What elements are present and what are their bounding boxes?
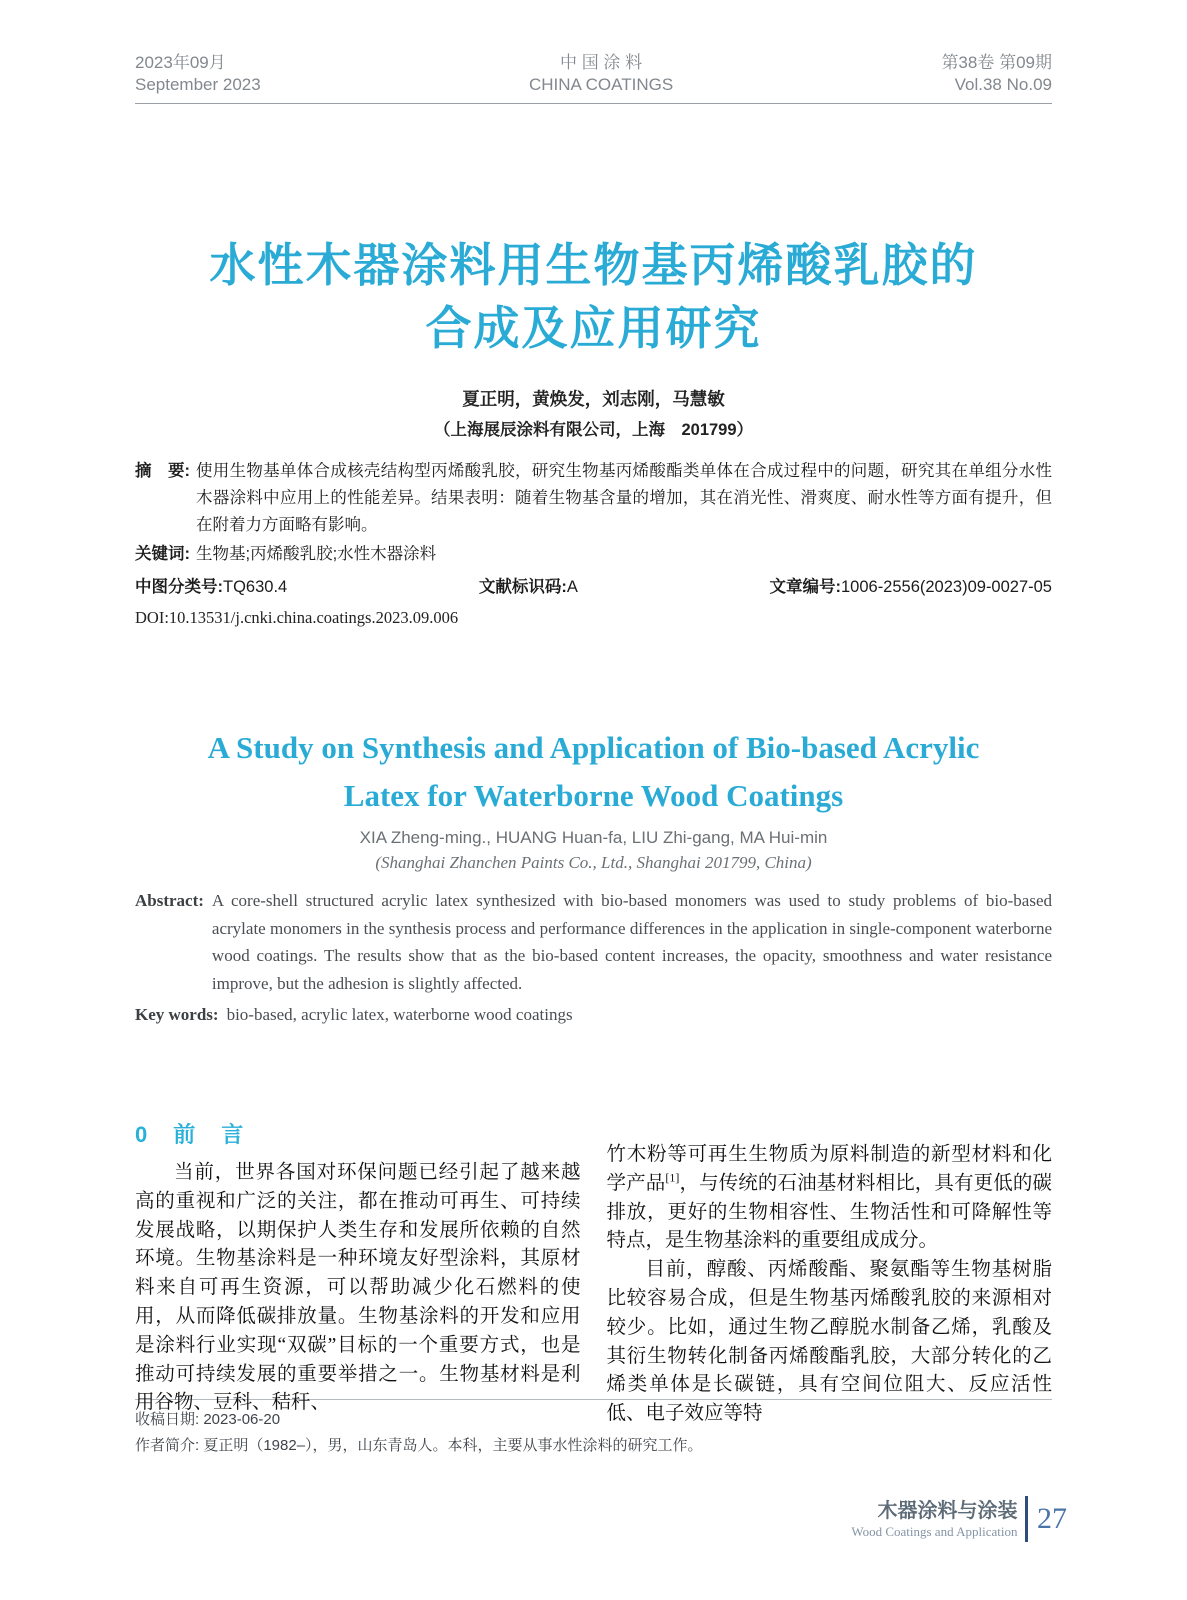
affiliation-zh: （上海展辰涂料有限公司，上海 201799） [433,421,754,439]
intro-paragraph-right-continuation [607,1141,1053,1256]
article-title-en-line2: Latex for Waterborne Wood Coatings [343,778,844,813]
section-0-title: 前言 [173,1122,270,1147]
intro-paragraph-right-2: 目前，醇酸、丙烯酸酯、聚氨酯等生物基树脂比较容易合成，但是生物基丙烯酸乳胶的来源相对较少。比如，通过生物乙醇脱水制备乙烯，乳酸及其衍生物转化制备丙烯酸酯乳胶，大部分转化的乙烯类单体是长碳链，具有空间位阻大、反应活性低、电子效应等特 [606,1259,1052,1425]
classification-row [135,574,1052,601]
author-bio-line [135,1433,1052,1459]
author-bio-value: 夏正明（1982–），男，山东青岛人。本科，主要从事水性涂料的研究工作。 [203,1437,703,1454]
article-number-value: 1006-2556(2023)09-0027-05 [840,578,1052,596]
footer-section-en: Wood Coatings and Application [851,1523,1018,1539]
page-footer [851,1496,1067,1542]
keywords-zh [135,541,1052,568]
intro-paragraph-left: 当前，世界各国对环保问题已经引起了越来越高的重视和广泛的关注，都在推动可再生、可持续发展战略，以期保护人类生存和发展所依赖的自然环境。生物基涂料是一种环境友好型涂料，其原材料来自可再生资源，可以帮助减少化石燃料的使用，从而降低碳排放量。生物基涂料的开发和应用是涂料行业实现“双碳”目标的一个重要方式，也是推动可持续发展的重要举措之一。生物基材料是利用谷物、豆科、秸秆、 [135,1162,581,1414]
abstract-en [135,887,1052,997]
journal-name-en: CHINA COATINGS [528,75,674,94]
authors-zh: 夏正明，黄焕发，刘志刚，马慧敏 [462,389,725,409]
page-number: 27 [1037,1502,1067,1535]
keywords-zh-label: 关键词: [135,545,190,563]
article-number-label: 文章编号: [769,578,841,596]
footer-divider-bar [1025,1496,1029,1542]
footer-section-names [851,1499,1017,1540]
footer-section-zh: 木器涂料与涂装 [877,1499,1018,1522]
clc-number [135,574,287,601]
issue-date-en: September 2023 [135,75,261,94]
received-date-label: 收稿日期: [135,1411,200,1428]
volume-issue-en: Vol.38 No.09 [954,75,1052,94]
doi: DOI:10.13531/j.cnki.china.coatings.2023.09.006 [135,608,459,627]
keywords-en-label: Key words: [135,1005,219,1024]
header-volume-issue [941,52,1052,96]
abstract-zh-text: 使用生物基单体合成核壳结构型丙烯酸乳胶，研究生物基丙烯酸酯类单体在合成过程中的问题，研究其在单组分水性木器涂料中应用上的性能差异。结果表明：随着生物基含量的增加，其在消光性、滑爽度、耐水性等方面有提升，但在附着力方面略有影响。 [196,462,1052,534]
keywords-en [135,1001,1052,1029]
document-code [479,574,578,601]
volume-issue-zh: 第38卷 第09期 [941,53,1052,72]
right-text-after-ref: ，与传统的石油基材料相比，具有更低的碳排放，更好的生物相容性、生物活性和可降解性等特点，是生物基涂料的重要组成成分。 [606,1172,1052,1252]
abstract-en-label: Abstract: [135,891,204,910]
header-issue-date [135,52,261,96]
abstract-zh [135,458,1052,539]
clc-value: TQ630.4 [223,578,288,596]
keywords-en-text: bio-based, acrylic latex, waterborne wood coatings [226,1005,573,1024]
body-column-left [135,1119,581,1414]
authors-en: XIA Zheng-ming., HUANG Huan-fa, LIU Zhi-gang, MA Hui-min [359,828,828,847]
reference-marker-1: [1] [665,1170,680,1185]
issue-date-zh: 2023年09月 [135,53,226,72]
article-number [769,574,1052,601]
journal-header [135,0,1052,104]
section-0-number: 0 [135,1122,148,1147]
abstract-zh-label: 摘 要: [135,462,190,480]
article-title-zh-line1: 水性木器涂料用生物基丙烯酸乳胶的 [209,239,978,291]
abstract-en-text: A core-shell structured acrylic latex synthesized with bio-based monomers was used to study problems of bio-based acrylate monomers in the synthesis process and performance differences in the application in single-component waterborne wood coatings. The results show that as the bio-based content increases, the opacity, smoothness and water resistance improve, but the adhesion is slightly affected. [211,891,1052,993]
author-bio-label: 作者简介: [135,1437,200,1454]
article-title-zh [135,234,1052,360]
article-title-zh-line2: 合成及应用研究 [425,302,762,354]
received-date-value: 2023-06-20 [203,1411,281,1428]
body-column-right [606,1119,1053,1425]
right-text-before-ref: 竹木粉等可再生生物质为原料制造的新型材料和化学产品 [606,1144,1052,1194]
document-code-label: 文献标识码: [478,578,567,596]
header-journal-name [529,52,673,96]
affiliation-en: (Shanghai Zhanchen Paints Co., Ltd., Shanghai 201799, China) [375,853,812,872]
clc-label: 中图分类号: [135,578,223,596]
journal-name-zh: 中 国 涂 料 [559,53,643,72]
keywords-zh-text: 生物基;丙烯酸乳胶;水性木器涂料 [196,545,437,563]
section-0-heading [135,1119,581,1151]
document-code-value: A [566,578,578,596]
article-title-en [135,724,1052,820]
article-title-en-line1: A Study on Synthesis and Application of Bio-based Acrylic [207,730,980,765]
